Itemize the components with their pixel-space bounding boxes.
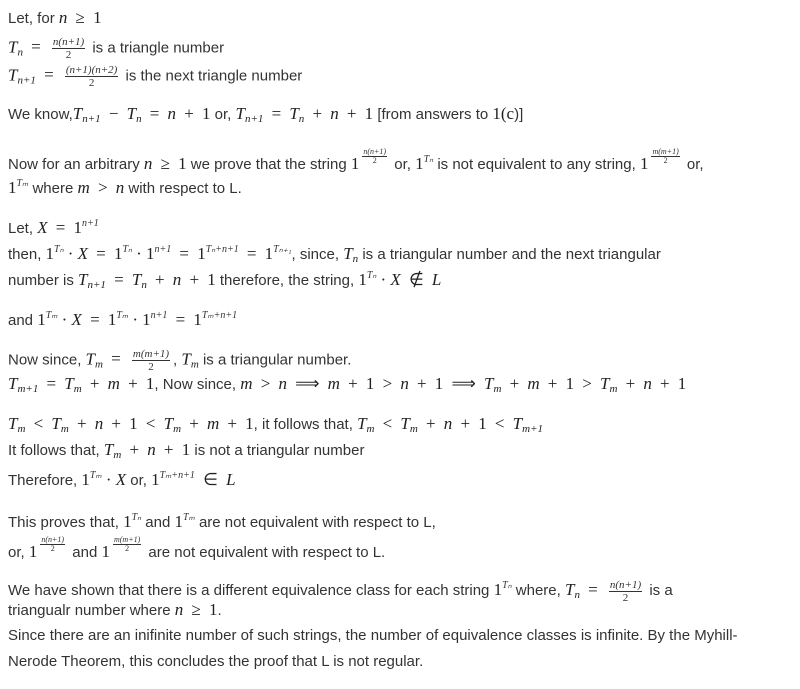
math-one: 1: [193, 310, 202, 329]
math-one: 1: [201, 104, 211, 123]
text-ref-end: )]: [514, 106, 524, 123]
math-one: 1: [8, 178, 17, 197]
math-sub-m1: m+1: [17, 383, 39, 395]
math-plus: +: [348, 374, 358, 393]
math-T: T: [235, 104, 245, 123]
math-geq: ≥: [160, 154, 170, 173]
math-plus: +: [346, 104, 357, 123]
math-one: 1: [677, 374, 687, 393]
text-not-equiv: are not equivalent with respect to L,: [198, 514, 436, 531]
math-exp-tn: Tₙ: [423, 154, 434, 165]
text-or: or,: [686, 156, 704, 173]
line-infinite: [8, 626, 792, 646]
math-one: 1: [73, 218, 83, 237]
math-n: n: [58, 8, 68, 27]
frac-denominator: 2: [65, 49, 72, 61]
line-let-x: [8, 214, 792, 239]
math-eq: =: [114, 270, 124, 289]
math-sub-m1: m+1: [522, 423, 543, 435]
math-T: T: [181, 349, 191, 369]
math-exp-tn-n1: Tₙ+n+1: [205, 244, 239, 255]
frac-denominator: 2: [148, 361, 154, 373]
math-gt: >: [260, 374, 271, 393]
frac-numerator: m(m+1): [113, 535, 141, 544]
math-plus: +: [227, 414, 237, 433]
text-therefore: Therefore,: [8, 472, 78, 489]
math-T: T: [126, 104, 137, 123]
math-n: n: [167, 104, 177, 123]
math-one: 1: [358, 270, 367, 289]
frac-denominator: 2: [663, 156, 668, 165]
math-eq: =: [31, 37, 41, 57]
math-T: T: [8, 374, 18, 393]
math-n: n: [278, 374, 287, 393]
line-tn1-definition: [8, 64, 792, 90]
math-plus: +: [184, 104, 194, 123]
math-sub-n: n: [17, 46, 23, 59]
math-plus: +: [460, 414, 471, 433]
math-plus: +: [155, 270, 165, 289]
math-X: X: [115, 470, 127, 489]
math-eq: =: [44, 65, 54, 85]
math-one: 1: [207, 270, 216, 289]
text-shown: We have shown that there is a different equivalence class for each string: [8, 582, 490, 599]
math-T: T: [8, 414, 18, 433]
math-sub-n: n: [141, 279, 147, 291]
math-n: n: [143, 154, 153, 173]
math-X: X: [71, 310, 82, 329]
math-eq: =: [90, 310, 100, 329]
math-eq: =: [149, 104, 160, 123]
math-plus: +: [312, 104, 323, 123]
math-plus: +: [189, 414, 199, 433]
text-is-triangular: is a triangular number.: [202, 351, 352, 369]
math-one: 1: [113, 244, 123, 263]
text-we-know: We know,: [8, 106, 73, 123]
text-or2: or,: [8, 544, 25, 561]
math-one: 1: [178, 154, 187, 173]
math-one: 1: [28, 542, 38, 561]
math-one: 1: [415, 154, 424, 173]
math-one: 1: [146, 244, 155, 263]
text-now-mid2: is not equivalent to any string,: [437, 156, 636, 173]
math-sub-m: m: [190, 358, 199, 371]
text-then: then,: [8, 246, 42, 263]
math-plus: +: [625, 374, 636, 393]
text-it-follows: , it follows that,: [253, 416, 353, 433]
line-now-since-tm: Now since, $T_m$ = $\frac{m(m+1)}{2}$ , $T_m$ is a triangular number.: [8, 348, 352, 373]
math-n: n: [443, 414, 453, 433]
math-plus: +: [89, 374, 100, 393]
math-geq: ≥: [75, 8, 85, 27]
text-therefore-string: therefore, the string,: [219, 272, 355, 289]
frac-denominator: 2: [622, 591, 629, 604]
math-n: n: [400, 374, 409, 393]
math-geq: ≥: [191, 600, 201, 619]
math-T: T: [51, 414, 61, 433]
math-sub-n: n: [136, 113, 142, 125]
math-eq: =: [175, 310, 186, 329]
math-T: T: [343, 244, 353, 263]
math-notin: ∉: [408, 270, 424, 289]
line-proves: [8, 508, 792, 533]
line-proves-or: [8, 536, 792, 563]
math-L: L: [226, 470, 236, 489]
math-one: 1: [365, 374, 375, 393]
math-sub-m: m: [173, 423, 182, 435]
math-m: m: [107, 374, 120, 393]
math-dot: ·: [380, 270, 387, 289]
math-one: 1: [245, 414, 254, 433]
text-and: and: [8, 312, 34, 329]
math-sub-n1: n+1: [82, 113, 101, 125]
fraction-exp-tm: [113, 536, 141, 553]
math-n: n: [643, 374, 652, 393]
math-X: X: [37, 218, 48, 237]
text-nerode: Nerode Theorem, this concludes the proof that L is not regular.: [8, 653, 424, 670]
fraction-tn1: [65, 64, 119, 89]
math-one: 1: [107, 310, 117, 329]
math-one: 1: [197, 244, 206, 263]
math-one: 1: [145, 374, 155, 393]
fraction-tm: [132, 348, 170, 373]
math-eq: =: [55, 218, 66, 237]
math-m: m: [527, 374, 540, 393]
math-n: n: [172, 270, 182, 289]
math-sub-m: m: [366, 423, 375, 435]
math-exp-tm: Tₘ: [45, 310, 58, 321]
math-eq: =: [588, 580, 598, 599]
math-eq: =: [96, 244, 106, 263]
math-one: 1: [264, 244, 274, 263]
math-one: 1: [151, 470, 160, 489]
math-n: n: [147, 440, 156, 459]
math-plus: +: [189, 270, 200, 289]
math-one: 1: [208, 600, 218, 619]
math-plus: +: [76, 414, 87, 433]
frac-denominator: 2: [372, 156, 377, 165]
math-sub-n1: n+1: [244, 113, 264, 125]
math-T: T: [564, 580, 575, 599]
math-exp-tn: Tₙ: [502, 580, 512, 591]
math-gt: >: [382, 374, 393, 393]
math-sub-n1: n+1: [87, 279, 106, 291]
math-dot: ·: [67, 244, 74, 263]
math-sub-n: n: [298, 113, 305, 125]
math-T: T: [600, 374, 610, 393]
math-T: T: [8, 37, 18, 57]
math-X: X: [390, 270, 401, 289]
math-exp-tm-n1: Tₘ+n+1: [201, 310, 238, 321]
math-one: 1: [123, 512, 132, 531]
math-m: m: [327, 374, 340, 393]
math-implies: ⟹: [451, 374, 476, 393]
line-let-for-n: [8, 8, 792, 29]
math-exp-n1: n+1: [150, 310, 168, 321]
line-then: [8, 240, 792, 269]
math-eq: =: [46, 374, 57, 393]
math-one: 1: [478, 414, 487, 433]
math-plus: +: [129, 440, 140, 459]
math-one: 1: [37, 310, 46, 329]
math-T: T: [163, 414, 174, 433]
line-tn-definition: [8, 36, 792, 62]
line-now-for-arbitrary-cont: [8, 174, 792, 199]
math-one: 1: [142, 310, 151, 329]
text-now-prefix: Now for an arbitrary: [8, 156, 140, 173]
line-tm1-implication: [8, 374, 792, 399]
line-inequality-chain: [8, 414, 792, 439]
math-lt: <: [145, 414, 156, 433]
text-wrt-L: with respect to L.: [128, 180, 242, 197]
math-one: 1: [129, 414, 138, 433]
math-T: T: [512, 414, 523, 433]
math-T: T: [103, 440, 114, 459]
math-plus: +: [509, 374, 520, 393]
math-T: T: [78, 270, 88, 289]
fraction-exp-tn: [362, 148, 387, 165]
frac-numerator: m(m+1): [652, 147, 679, 156]
math-T: T: [131, 270, 142, 289]
math-exp-tn: Tₙ: [366, 270, 377, 281]
text-tn1-desc: is the next triangle number: [125, 67, 303, 85]
text-or: or,: [130, 472, 147, 489]
math-one: 1: [45, 244, 55, 263]
math-sub-m: m: [493, 383, 502, 395]
math-sub-m: m: [609, 383, 618, 395]
math-sub-n: n: [574, 589, 580, 601]
text-shown-where: where,: [515, 582, 561, 599]
math-T: T: [400, 414, 410, 433]
line-and-tm: [8, 306, 792, 331]
math-sub-n: n: [352, 253, 359, 265]
math-exp-tn1: Tₙ₊₁: [273, 244, 292, 255]
line-therefore: [8, 466, 792, 491]
text-infinite: Since there are an inifinite number of such strings, the number of equivalence classes is infinite. By the Myhill-: [8, 627, 738, 644]
text-or: or,: [214, 106, 232, 123]
math-gt: >: [97, 178, 108, 197]
line-next-is: [8, 266, 792, 295]
text-where: where: [32, 180, 74, 197]
text-now-since2: , Now since,: [154, 376, 237, 393]
text-and-mid: and: [145, 514, 171, 531]
math-eq: =: [246, 244, 257, 263]
line-nerode: [8, 652, 792, 672]
math-one: 1: [493, 580, 503, 599]
math-m: m: [77, 178, 90, 197]
text-ref: [from answers to: [377, 106, 489, 123]
math-dot: ·: [132, 310, 138, 329]
text-now-since: Now since,: [8, 351, 82, 369]
math-lt: <: [494, 414, 505, 433]
text-triangular-where: triangualr number where: [8, 602, 171, 619]
line-we-know: [8, 104, 792, 129]
math-m: m: [240, 374, 253, 393]
math-T: T: [289, 104, 299, 123]
frac-numerator: m(m+1): [132, 348, 170, 360]
math-in: ∈: [203, 470, 218, 489]
math-dot: ·: [105, 470, 112, 489]
math-exp-tm: Tₘ: [89, 470, 102, 481]
line-now-for-arbitrary: [8, 148, 792, 175]
math-sub-n1: n+1: [17, 74, 36, 87]
fraction-exp-tn: [40, 536, 65, 553]
math-one: 1: [181, 440, 191, 459]
text-next-is: number is: [8, 272, 74, 289]
math-implies: ⟹: [295, 374, 320, 393]
math-one: 1: [93, 8, 102, 27]
math-T: T: [483, 374, 494, 393]
math-sub-m: m: [113, 449, 122, 461]
math-minus: −: [108, 104, 119, 123]
math-sub-m: m: [60, 423, 69, 435]
math-eq: =: [271, 104, 282, 123]
math-plus: +: [128, 374, 138, 393]
frac-numerator: n(n+1): [52, 36, 85, 48]
frac-denominator: 2: [50, 544, 55, 553]
math-sub-m: m: [73, 383, 82, 395]
math-m: m: [206, 414, 220, 433]
math-T: T: [64, 374, 74, 393]
math-one: 1: [350, 154, 360, 173]
math-exp-n1: n+1: [154, 244, 172, 255]
math-one: 1: [565, 374, 575, 393]
math-eq: =: [179, 244, 190, 263]
math-n: n: [94, 414, 104, 433]
math-n: n: [330, 104, 339, 123]
math-sub-m: m: [95, 358, 103, 371]
text-now-mid: we prove that the string: [190, 156, 347, 173]
math-T: T: [357, 414, 367, 433]
math-one: 1: [434, 374, 444, 393]
math-eq: =: [111, 349, 121, 369]
line-not-triangular: [8, 440, 792, 465]
text-and-mid: and: [72, 544, 98, 561]
math-exp-n1: n+1: [82, 218, 99, 229]
math-T: T: [8, 65, 18, 85]
math-plus: +: [163, 440, 174, 459]
frac-denominator: 2: [125, 544, 130, 553]
math-L: L: [431, 270, 442, 289]
math-one: 1: [81, 470, 90, 489]
math-plus: +: [547, 374, 558, 393]
math-exp-tn: Tₙ: [54, 244, 64, 255]
frac-numerator: n(n+1): [363, 147, 387, 156]
frac-denominator: 2: [88, 77, 95, 89]
text-not-triangular: is not a triangular number: [194, 442, 365, 459]
math-n: n: [174, 600, 184, 619]
math-plus: +: [111, 414, 121, 433]
math-one: 1: [101, 542, 110, 561]
text-since-mid: , since,: [291, 246, 340, 263]
text-period: .: [217, 602, 222, 619]
math-exp-tm: Tₘ: [182, 512, 195, 523]
math-one: 1: [639, 154, 649, 173]
text-proves: This proves that,: [8, 514, 119, 531]
math-X: X: [77, 244, 88, 263]
frac-numerator: n(n+1): [609, 578, 642, 591]
math-T: T: [72, 104, 83, 123]
math-dot: ·: [136, 244, 142, 263]
math-plus: +: [660, 374, 670, 393]
math-c-ref: 1(c: [492, 104, 515, 123]
text-intro: Let, for: [8, 10, 55, 27]
text-is-a: is a: [649, 582, 673, 599]
text-not-equiv2: are not equivalent with respect to L.: [148, 544, 386, 561]
frac-numerator: (n+1)(n+2): [65, 64, 118, 76]
text-tn-desc: is a triangle number: [92, 39, 225, 57]
math-gt: >: [582, 374, 592, 393]
fraction-exp-tm: [651, 148, 679, 165]
text-let: Let,: [8, 220, 34, 237]
math-lt: <: [382, 414, 393, 433]
line-triangular-where: [8, 600, 792, 621]
math-exp-tn: Tₙ: [122, 244, 132, 255]
math-lt: <: [33, 414, 44, 433]
math-exp-tm: Tₘ: [116, 310, 129, 321]
frac-numerator: n(n+1): [41, 535, 65, 544]
math-one: 1: [174, 512, 183, 531]
math-sub-m: m: [409, 423, 418, 435]
text-since-tail: is a triangular number and the next triangular: [362, 246, 661, 263]
text-or: or,: [394, 156, 411, 173]
math-plus: +: [426, 414, 436, 433]
math-plus: +: [417, 374, 427, 393]
math-n: n: [115, 178, 125, 197]
math-dot: ·: [61, 310, 68, 329]
math-exp-tn: Tₙ: [131, 512, 142, 523]
math-T: T: [85, 349, 95, 369]
fraction-tn: [52, 36, 85, 61]
math-exp-tm: Tₘ: [16, 178, 29, 189]
math-one: 1: [364, 104, 374, 123]
math-sub-m: m: [17, 423, 26, 435]
math-exp-tm-n1: Tₘ+n+1: [159, 470, 195, 481]
text-follows-that: It follows that,: [8, 442, 100, 459]
